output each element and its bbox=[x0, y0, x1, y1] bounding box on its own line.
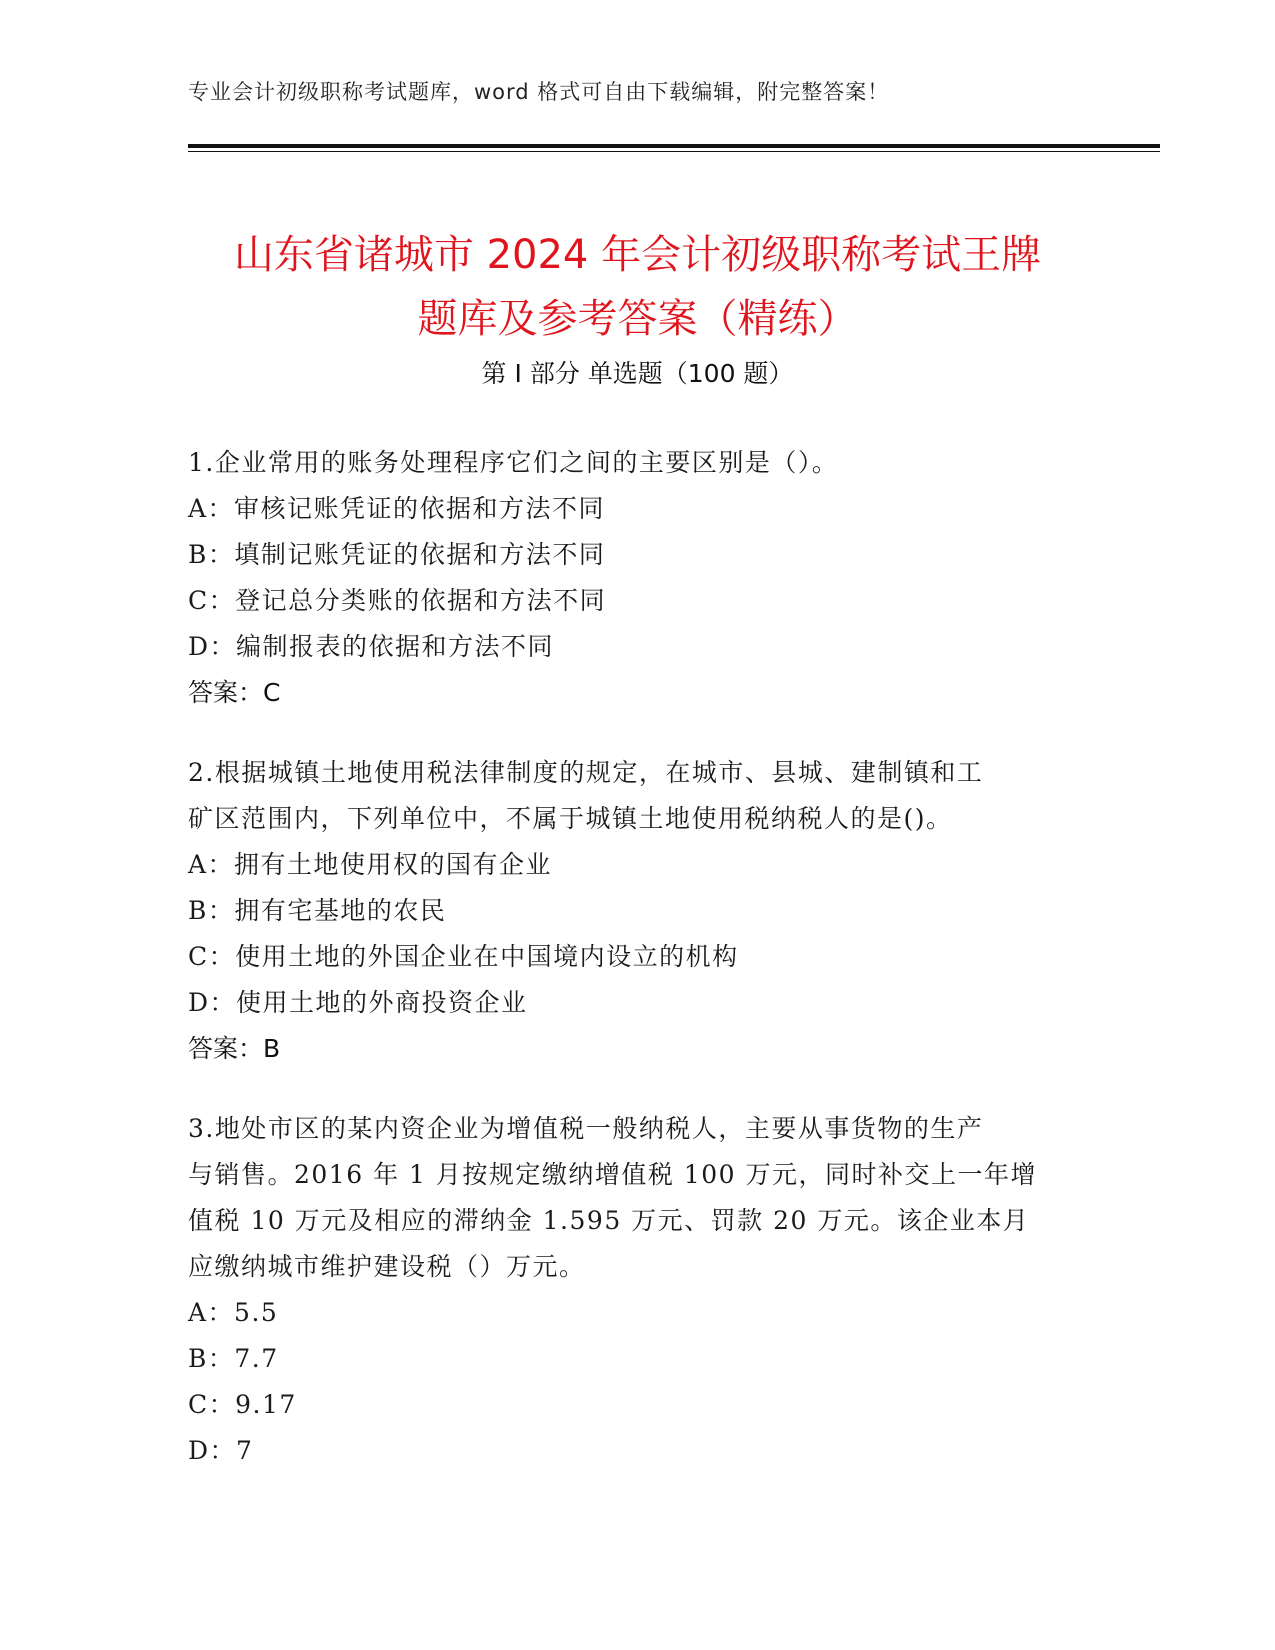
question-stem-line: 2.根据城镇土地使用税法律制度的规定，在城市、县城、建制镇和工 bbox=[188, 758, 984, 787]
header-rule-thick bbox=[188, 144, 1160, 148]
question-stem-line: 1.企业常用的账务处理程序它们之间的主要区别是（）。 bbox=[188, 448, 839, 477]
option-b: B：填制记账凭证的依据和方法不同 bbox=[188, 540, 606, 569]
question-stem-line: 与销售。2016 年 1 月按规定缴纳增值税 100 万元，同时补交上一年增 bbox=[188, 1160, 1037, 1189]
question-stem-line: 应缴纳城市维护建设税（）万元。 bbox=[188, 1252, 586, 1281]
header-rule-thin bbox=[188, 151, 1160, 152]
option-a: A：审核记账凭证的依据和方法不同 bbox=[188, 494, 606, 523]
option-a: A：5.5 bbox=[188, 1298, 279, 1327]
option-c: C：9.17 bbox=[188, 1390, 297, 1419]
question-1 bbox=[188, 440, 1088, 716]
answer: 答案：B bbox=[188, 1034, 281, 1063]
option-c: C：使用土地的外国企业在中国境内设立的机构 bbox=[188, 942, 739, 971]
question-stem-line: 3.地处市区的某内资企业为增值税一般纳税人，主要从事货物的生产 bbox=[188, 1114, 984, 1143]
question-list bbox=[188, 440, 1088, 1508]
document-title-line-2: 题库及参考答案（精练） bbox=[417, 295, 858, 342]
document-title bbox=[150, 223, 1125, 351]
question-stem-line: 矿区范围内，下列单位中，不属于城镇土地使用税纳税人的是()。 bbox=[188, 804, 953, 833]
option-d: D：编制报表的依据和方法不同 bbox=[188, 632, 555, 661]
option-c: C：登记总分类账的依据和方法不同 bbox=[188, 586, 607, 615]
question-2 bbox=[188, 750, 1088, 1072]
option-d: D：使用土地的外商投资企业 bbox=[188, 988, 528, 1017]
question-stem-line: 值税 10 万元及相应的滞纳金 1.595 万元、罚款 20 万元。该企业本月 bbox=[188, 1206, 1030, 1235]
question-3 bbox=[188, 1106, 1088, 1474]
section-heading: 第 I 部分 单选题（100 题） bbox=[481, 359, 794, 388]
option-b: B：7.7 bbox=[188, 1344, 279, 1373]
option-a: A：拥有土地使用权的国有企业 bbox=[188, 850, 553, 879]
option-b: B：拥有宅基地的农民 bbox=[188, 896, 447, 925]
answer: 答案：C bbox=[188, 678, 281, 707]
document-title-line-1: 山东省诸城市 2024 年会计初级职称考试王牌 bbox=[233, 231, 1042, 278]
header-note: 专业会计初级职称考试题库，word 格式可自由下载编辑，附完整答案！ bbox=[188, 80, 890, 104]
option-d: D：7 bbox=[188, 1436, 254, 1465]
